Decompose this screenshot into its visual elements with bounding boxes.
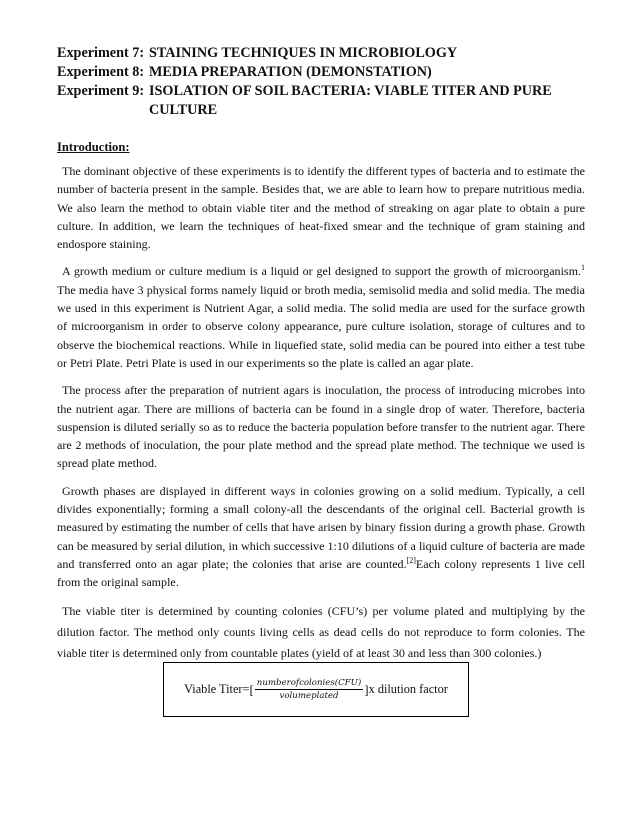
formula-prefix: Viable Titer= (184, 682, 250, 696)
title-text: ISOLATION OF SOIL BACTERIA: VIABLE TITER AND PURE CULTURE (149, 83, 552, 118)
paragraph-text: Growth phases are displayed in different ways in colonies growing on a solid medium. Typically, a cell divides exponentially; forming a small colony-all the descendants of the original cell. Bacterial growth is measured by estimating the number of cells that have arisen by binary fission during a growth phase. Growth can be measured by serial dilution, in which successive 1:10 dilutions of a liquid culture of bacteria are made and transferred onto an agar plate; the colonies that arise are counted. (57, 483, 585, 571)
formula-fraction (255, 678, 363, 701)
title-label: Experiment 7: (57, 45, 145, 61)
formula-close-bracket: ] (364, 681, 369, 697)
title-experiment-7 (57, 44, 597, 63)
formula-open-bracket: [ (249, 681, 254, 697)
title-experiment-8 (57, 63, 597, 82)
title-text: STAINING TECHNIQUES IN MICROBIOLOGY (149, 45, 458, 61)
title-text: MEDIA PREPARATION (DEMONSTATION) (149, 64, 432, 80)
paragraph-growth-medium (57, 262, 585, 372)
formula-suffix: x dilution factor (368, 682, 448, 696)
title-label: Experiment 9: (57, 83, 145, 99)
experiment-titles (57, 44, 597, 120)
viable-titer-formula-box (163, 662, 469, 717)
paragraph-text: The media have 3 physical forms namely liquid or broth media, semisolid media and solid media. The media we used in this experiment is Nutrient Agar, a solid media. The solid media are used for the surface growth of microorganism in order to observe colony appearance, pure culture isolation, storage of cultures and to observe the biochemical reactions. While in liquefied state, solid media can be poured into either a test tube or Petri Plate. Petri Plate is used in our experiments so the plate is called an agar plate. (57, 282, 585, 370)
citation-ref: [2] (406, 555, 416, 565)
formula-numerator: numberofcolonies(CFU) (256, 678, 362, 688)
paragraph-objective: The dominant objective of these experiments is to identify the different types of bacteria and to estimate the number of bacteria present in the sample. Besides that, we are able to learn how to prepare nutritious media. We also learn the method to obtain viable titer and the method of streaking on agar plate to obtain a pure culture. In addition, we learn the techniques of heat-fixed smear and the technique of gram staining and endospore staining. (57, 164, 585, 252)
paragraph-inoculation: The process after the preparation of nutrient agars is inoculation, the process of introducing microbes into the nutrient agar. There are millions of bacteria can be found in a single drop of water. Therefore, bacteria suspension is diluted serially so as to reduce the bacteria population before transfer to the nutrient agar. There are 2 methods of inoculation, the pour plate method and the spread plate method. The technique we used is spread plate method. (57, 383, 585, 471)
formula-denominator: volumeplated (279, 691, 339, 701)
paragraph-text: Each colony represents 1 live cell from the original sample. (57, 556, 585, 590)
footnote-ref: 1 (581, 263, 585, 273)
paragraph-text: A growth medium or culture medium is a liquid or gel designed to support the growth of microorganism. (62, 264, 581, 279)
title-experiment-9 (57, 82, 597, 120)
paragraph-viable-titer: The viable titer is determined by counting colonies (CFU’s) per volume plated and multiplying by the dilution factor. The method only counts living cells as dead cells do not reproduce to form colonies. The viable titer is determined only from countable plates (yield of at least 30 and less than 300 colonies.) (57, 603, 585, 660)
introduction-body (57, 162, 585, 668)
paragraph-growth-phases (57, 482, 585, 592)
title-label: Experiment 8: (57, 64, 145, 80)
introduction-heading: Introduction: (57, 140, 130, 154)
